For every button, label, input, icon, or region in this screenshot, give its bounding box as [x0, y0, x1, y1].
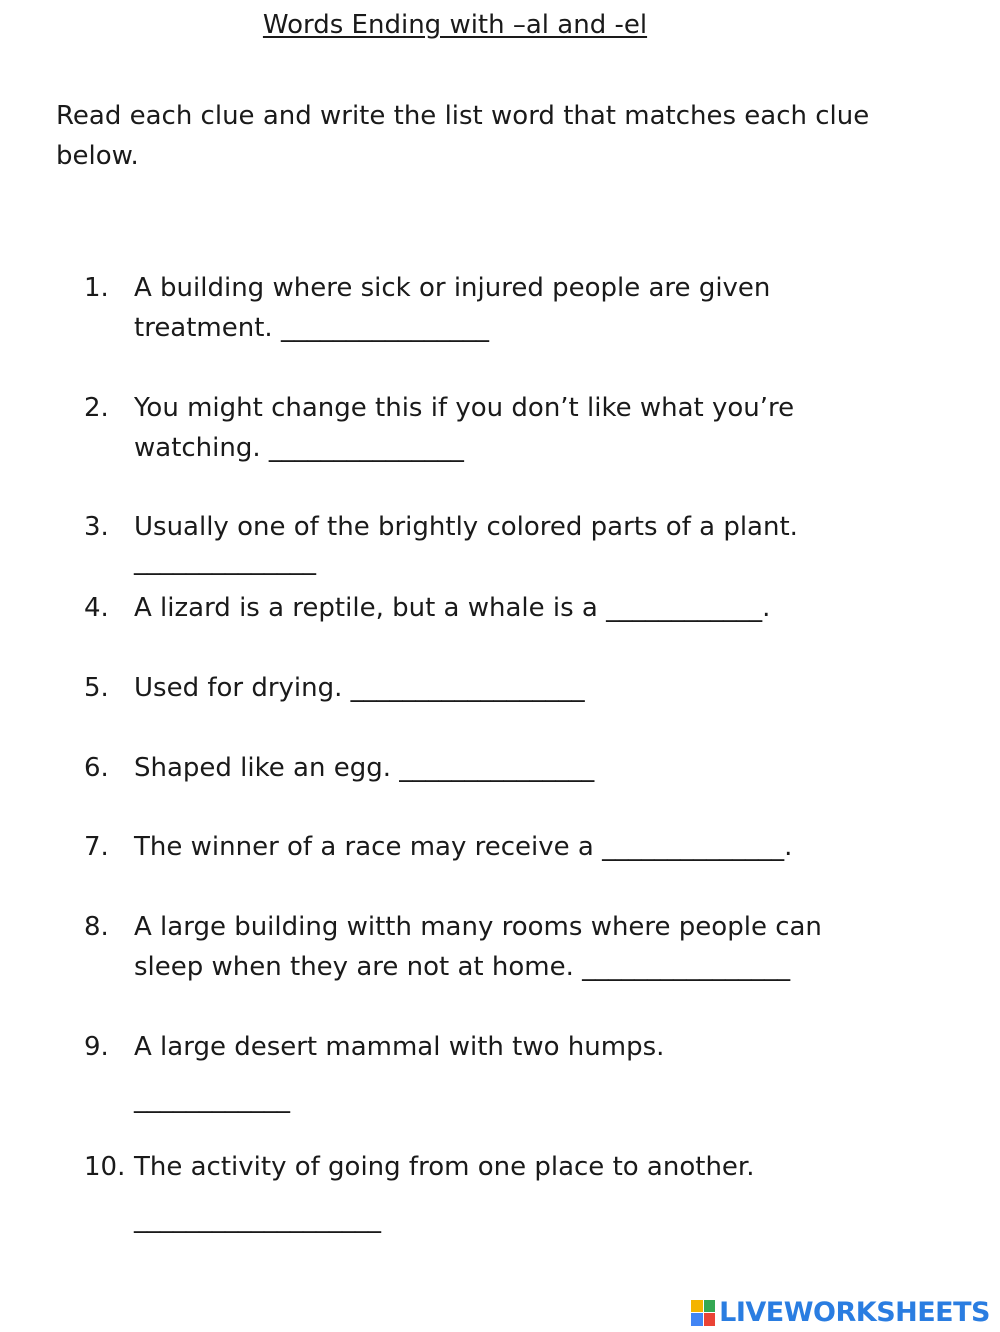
question-2: [84, 388, 884, 468]
question-4: [84, 588, 884, 628]
question-number: 4.: [84, 593, 109, 623]
question-9: [84, 1027, 884, 1119]
question-number: 1.: [84, 273, 109, 303]
question-text: A large building witth many rooms where people can: [134, 912, 822, 942]
instructions-text: Read each clue and write the list word that matches each clue below.: [56, 101, 870, 171]
question-7: [84, 827, 884, 867]
question-number: 8.: [84, 912, 109, 942]
question-text[interactable]: Used for drying. __________________: [134, 673, 585, 703]
question-text[interactable]: A lizard is a reptile, but a whale is a ____________.: [134, 593, 771, 623]
question-text: The activity of going from one place to another.: [134, 1152, 755, 1182]
answer-blank[interactable]: watching. _______________: [134, 433, 464, 463]
question-text: A large desert mammal with two humps.: [134, 1032, 665, 1062]
question-5: [84, 668, 884, 708]
question-3: [84, 507, 884, 581]
question-text: Usually one of the brightly colored parts of a plant.: [134, 512, 798, 542]
question-text: A building where sick or injured people are given: [134, 273, 771, 303]
question-6: [84, 748, 884, 788]
answer-blank[interactable]: sleep when they are not at home. ________________: [134, 952, 791, 982]
question-text[interactable]: Shaped like an egg. _______________: [134, 753, 595, 783]
question-number: 6.: [84, 753, 109, 783]
question-text[interactable]: The winner of a race may receive a ______________.: [134, 832, 793, 862]
question-8: [84, 907, 884, 987]
question-number: 7.: [84, 832, 109, 862]
question-1: [84, 268, 884, 348]
question-number: 9.: [84, 1032, 109, 1062]
answer-blank[interactable]: ______________: [134, 546, 316, 576]
worksheet-title: Words Ending with –al and -el: [262, 10, 648, 40]
question-number: 2.: [84, 393, 109, 423]
answer-blank[interactable]: ____________: [134, 1084, 290, 1114]
liveworksheets-logo: [691, 1297, 990, 1328]
answer-blank[interactable]: ___________________: [134, 1204, 381, 1234]
question-10: [84, 1147, 884, 1239]
question-text: You might change this if you don’t like what you’re: [134, 393, 795, 423]
liveworksheets-logo-icon: [691, 1300, 715, 1326]
question-number: 5.: [84, 673, 109, 703]
logo-text: LIVEWORKSHEETS: [719, 1297, 990, 1328]
question-number: 10.: [84, 1152, 126, 1182]
answer-blank[interactable]: treatment. ________________: [134, 313, 489, 343]
question-number: 3.: [84, 512, 109, 542]
